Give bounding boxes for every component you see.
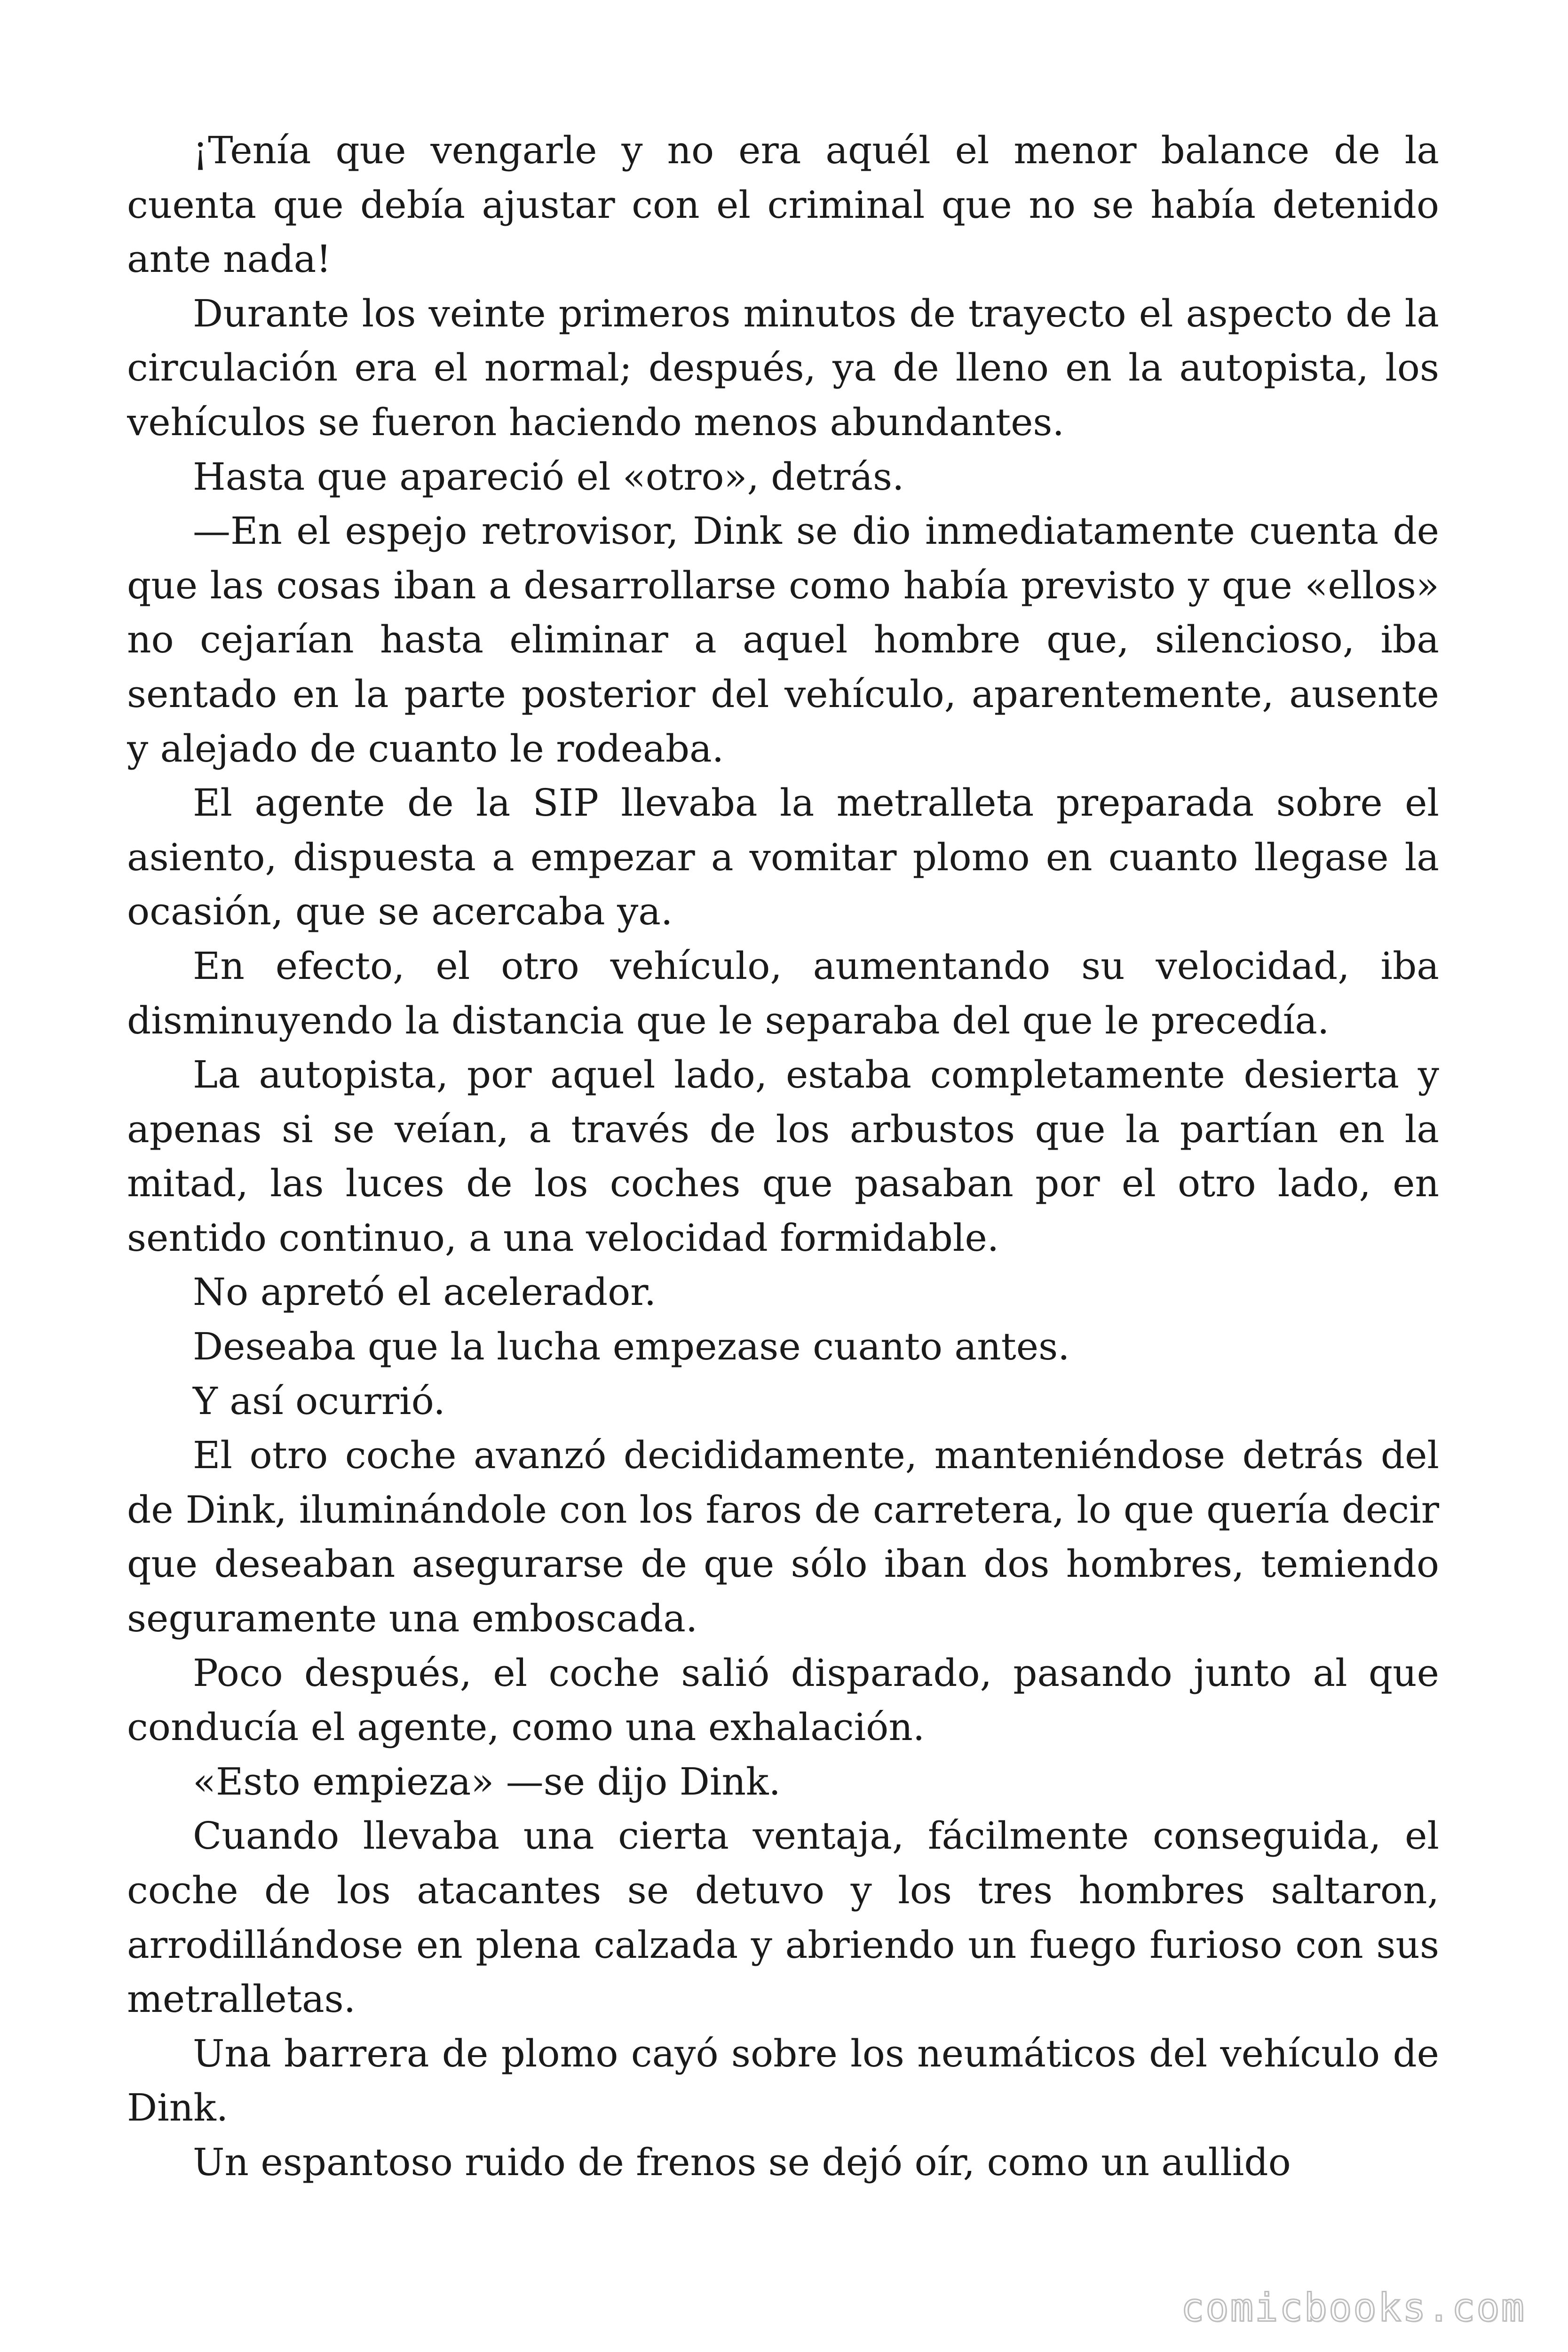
paragraph: Cuando llevaba una cierta ventaja, fácilmente conseguida, el coche de los atacantes se detuvo y los tres hombres saltaron, arrodillándose en plena calzada y abriendo un fuego furioso con sus metralletas. (127, 1814, 1439, 2021)
book-page-text (127, 123, 1439, 2249)
paragraph: La autopista, por aquel lado, estaba completamente desierta y apenas si se veían, a través de los arbustos que la partían en la mitad, las luces de los coches que pasaban por el otro lado, en sentido continuo, a una velocidad formidable. (127, 1053, 1439, 1260)
paragraph: Un espantoso ruido de frenos se dejó oír, como un aullido (193, 2140, 1291, 2184)
paragraph: Y así ocurrió. (193, 1379, 445, 1423)
paragraph: No apretó el acelerador. (193, 1270, 657, 1314)
watermark: comicbooks.com (1180, 2286, 1526, 2330)
paragraph: —En el espejo retrovisor, Dink se dio inmediatamente cuenta de que las cosas iban a desarrollarse como había previsto y que «ellos» no cejarían hasta eliminar a aquel hombre que, silencioso, iba sentado en la parte posterior del vehículo, aparentemente, ausente y alejado de cuanto le rodeaba. (127, 509, 1439, 771)
paragraph: El otro coche avanzó decididamente, manteniéndose detrás del de Dink, iluminándole con los faros de carretera, lo que quería decir que deseaban asegurarse de que sólo iban dos hombres, temiendo seguramente una emboscada. (127, 1433, 1439, 1641)
paragraph: Una barrera de plomo cayó sobre los neumáticos del vehículo de Dink. (127, 2031, 1439, 2130)
paragraph: ¡Tenía que vengarle y no era aquél el menor balance de la cuenta que debía ajustar con el criminal que no se había detenido ante nada! (127, 128, 1439, 281)
paragraph: Poco después, el coche salió disparado, pasando junto al que conducía el agente, como una exhalación. (127, 1651, 1439, 1749)
paragraph: El agente de la SIP llevaba la metralleta preparada sobre el asiento, dispuesta a empezar a vomitar plomo en cuanto llegase la ocasión, que se acercaba ya. (127, 781, 1439, 934)
paragraph: Hasta que apareció el «otro», detrás. (193, 454, 904, 499)
paragraph: «Esto empieza» —se dijo Dink. (193, 1759, 781, 1804)
paragraph: Deseaba que la lucha empezase cuanto antes. (193, 1325, 1070, 1369)
paragraph: En efecto, el otro vehículo, aumentando su velocidad, iba disminuyendo la distancia que le separaba del que le precedía. (127, 944, 1439, 1042)
paragraph: Durante los veinte primeros minutos de trayecto el aspecto de la circulación era el normal; después, ya de lleno en la autopista, los vehículos se fueron haciendo menos abundantes. (127, 291, 1439, 444)
